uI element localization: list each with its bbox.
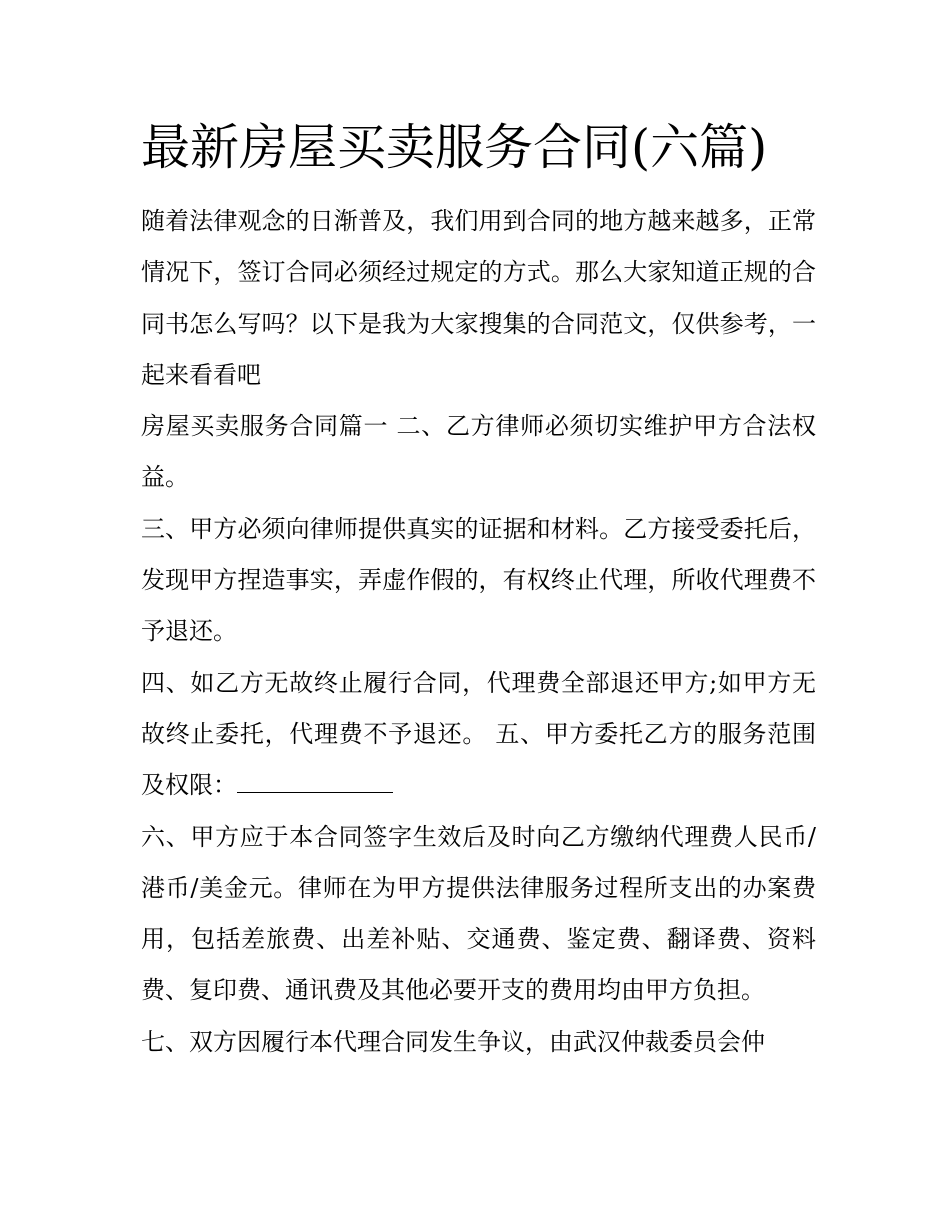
document-body <box>141 196 816 1068</box>
clause-paragraph: 三、甲方必须向律师提供真实的证据和材料。乙方接受委托后，发现甲方捏造事实，弄虚作假的，有权终止代理，所收代理费不予退还。 <box>141 514 816 646</box>
clause-paragraph: 六、甲方应于本合同签字生效后及时向乙方缴纳代理费人民币/港币/美金元。律师在为甲方提供法律服务过程所支出的办案费用，包括差旅费、出差补贴、交通费、鉴定费、翻译费、资料费、复印费、通讯费及其他必要开支的费用均由甲方负担。 <box>141 822 816 1005</box>
clause-text: 四、如乙方无故终止履行合同，代理费全部退还甲方;如甲方无故终止委托，代理费不予退还。 五、甲方委托乙方的服务范围及权限： <box>141 668 816 800</box>
document-title: 最新房屋买卖服务合同(六篇) <box>141 119 768 176</box>
intro-paragraph: 随着法律观念的日渐普及，我们用到合同的地方越来越多，正常情况下，签订合同必须经过规定的方式。那么大家知道正规的合同书怎么写吗？以下是我为大家搜集的合同范文，仅供参考，一起来看看吧 <box>141 207 816 389</box>
clause-paragraph: 房屋买卖服务合同篇一 二、乙方律师必须切实维护甲方合法权益。 <box>141 412 816 492</box>
clause-paragraph: 七、双方因履行本代理合同发生争议，由武汉仲裁委员会仲 <box>141 1027 765 1056</box>
fill-in-blank-line <box>237 772 393 793</box>
clause-paragraph <box>141 658 816 812</box>
